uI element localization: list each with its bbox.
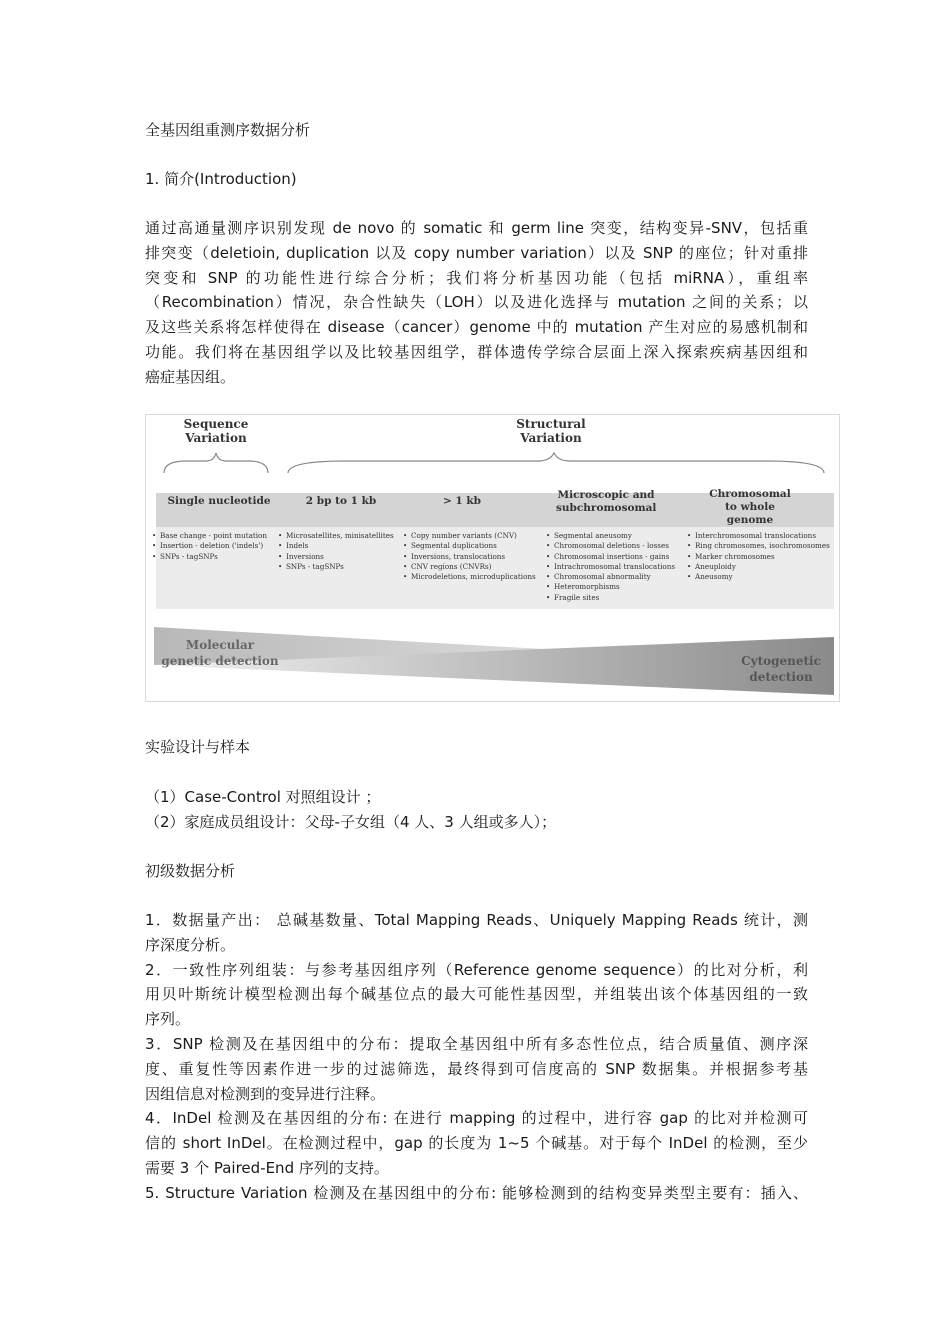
- list-item: • Copy number variants (CNV): [403, 531, 536, 541]
- design-item: （1）Case-Control 对照组设计 ；: [145, 788, 381, 806]
- primary-heading: 初级数据分析: [145, 862, 236, 880]
- list-item: • SNPs - tagSNPs: [278, 562, 394, 572]
- examples-list: [687, 531, 830, 582]
- examples-list: [546, 531, 675, 603]
- list-item: • Ring chromosomes, isochromosomes: [687, 541, 830, 551]
- list-item: • Indels: [278, 541, 394, 551]
- intro-line: （Recombination）情况，杂合性缺失（LOH）以及进化选择与 mutation 之间的关系；以: [145, 293, 808, 312]
- list-item: • Segmental duplications: [403, 541, 536, 551]
- list-item: • CNV regions (CNVRs): [403, 562, 536, 572]
- list-item: • Intrachromosomal translocations: [546, 562, 675, 572]
- variation-braces: [146, 415, 839, 485]
- molecular-detection-label: Molecular genetic detection: [161, 638, 279, 668]
- analysis-line: 度、重复性等因素作进一步的过滤筛选，最终得到可信度高的 SNP 数据集。并根据参考基: [145, 1059, 808, 1078]
- list-item: • Inversions: [278, 552, 394, 562]
- examples-list: [152, 531, 267, 562]
- analysis-line: 信的 short InDel。在检测过程中，gap 的长度为 1~5 个碱基。对于每个 InDel 的检测，至少: [145, 1134, 808, 1153]
- structural-brace: [288, 453, 824, 473]
- list-item: • Interchromosomal translocations: [687, 531, 830, 541]
- list-item: • Chromosomal insertions - gains: [546, 552, 675, 562]
- column-header: Single nucleotide: [167, 495, 271, 507]
- intro-paragraph: [145, 216, 808, 390]
- sequence-brace: [164, 453, 268, 473]
- list-item: • Base change - point mutation: [152, 531, 267, 541]
- structural-variation-heading: Structural Variation: [516, 417, 586, 445]
- list-item: • Chromosomal abnormality: [546, 572, 675, 582]
- analysis-line: 用贝叶斯统计模型检测出每个碱基位点的最大可能性基因型，并组装出该个体基因组的一致: [145, 985, 808, 1004]
- analysis-line: 2．一致性序列组装：与参考基因组序列（Reference genome sequence）的比对分析，利: [145, 960, 808, 979]
- intro-heading: 1. 简介(Introduction): [145, 170, 297, 188]
- list-item: • Aneusomy: [687, 572, 830, 582]
- list-item: • Heteromorphisms: [546, 582, 675, 592]
- intro-line: 癌症基因组。: [145, 367, 236, 386]
- intro-line: 及这些关系将怎样使得在 disease（cancer）genome 中的 mutation 产生对应的易感机制和: [145, 318, 808, 337]
- examples-list: [403, 531, 536, 582]
- examples-list: [278, 531, 394, 572]
- list-item: • Aneuploidy: [687, 562, 830, 572]
- column-header: > 1 kb: [442, 495, 482, 507]
- primary-analysis-paragraph: [145, 908, 808, 1206]
- design-item: （2）家庭成员组设计：父母-子女组（4 人、3 人组或多人）；: [145, 813, 557, 831]
- column-header: Microscopic and subchromosomal: [556, 489, 657, 514]
- analysis-line: 3．SNP 检测及在基因组中的分布：提取全基因组中所有多态性位点，结合质量值、测序深: [145, 1034, 808, 1053]
- intro-line: 功能。我们将在基因组学以及比较基因组学，群体遗传学综合层面上深入探索疾病基因组和: [145, 342, 808, 361]
- analysis-line: 需要 3 个 Paired-End 序列的支持。: [145, 1158, 389, 1177]
- intro-line: 通过高通量测序识别发现 de novo 的 somatic 和 germ line 突变，结构变异-SNV，包括重: [145, 219, 808, 237]
- document-title: 全基因组重测序数据分析: [145, 121, 311, 139]
- analysis-line: 5. Structure Variation 检测及在基因组中的分布: 能够检测到的结构变异类型主要有：插入、: [145, 1183, 808, 1202]
- intro-line: 突变和 SNP 的功能性进行综合分析；我们将分析基因功能（包括 miRNA），重组率: [145, 268, 808, 287]
- intro-line: 排突变（deletioin, duplication 以及 copy number variation）以及 SNP 的座位；针对重排: [145, 243, 808, 262]
- list-item: • Insertion - deletion ('indels'): [152, 541, 267, 551]
- analysis-line: 因组信息对检测到的变异进行注释。: [145, 1084, 386, 1103]
- list-item: • Chromosomal deletions - losses: [546, 541, 675, 551]
- list-item: • Fragile sites: [546, 593, 675, 603]
- design-heading: 实验设计与样本: [145, 738, 251, 756]
- sequence-variation-heading: Sequence Variation: [183, 417, 249, 445]
- list-item: • SNPs - tagSNPs: [152, 552, 267, 562]
- cytogenetic-detection-label: Cytogenetic detection: [741, 654, 821, 684]
- list-item: • Microdeletions, microduplications: [403, 572, 536, 582]
- list-item: • Microsatellites, minisatellites: [278, 531, 394, 541]
- analysis-line: 序列。: [145, 1010, 191, 1029]
- column-header: 2 bp to 1 kb: [305, 495, 377, 507]
- list-item: • Marker chromosomes: [687, 552, 830, 562]
- analysis-line: 1．数据量产出： 总碱基数量、Total Mapping Reads、Uniquely Mapping Reads 统计，测: [145, 911, 808, 929]
- analysis-line: 序深度分析。: [145, 935, 236, 954]
- list-item: • Segmental aneusomy: [546, 531, 675, 541]
- analysis-line: 4．InDel 检测及在基因组的分布: 在进行 mapping 的过程中，进行容 gap 的比对并检测可: [145, 1109, 808, 1128]
- list-item: • Inversions, translocations: [403, 552, 536, 562]
- column-header: Chromosomal to whole genome: [709, 488, 791, 526]
- variation-spectrum-figure: [145, 414, 840, 702]
